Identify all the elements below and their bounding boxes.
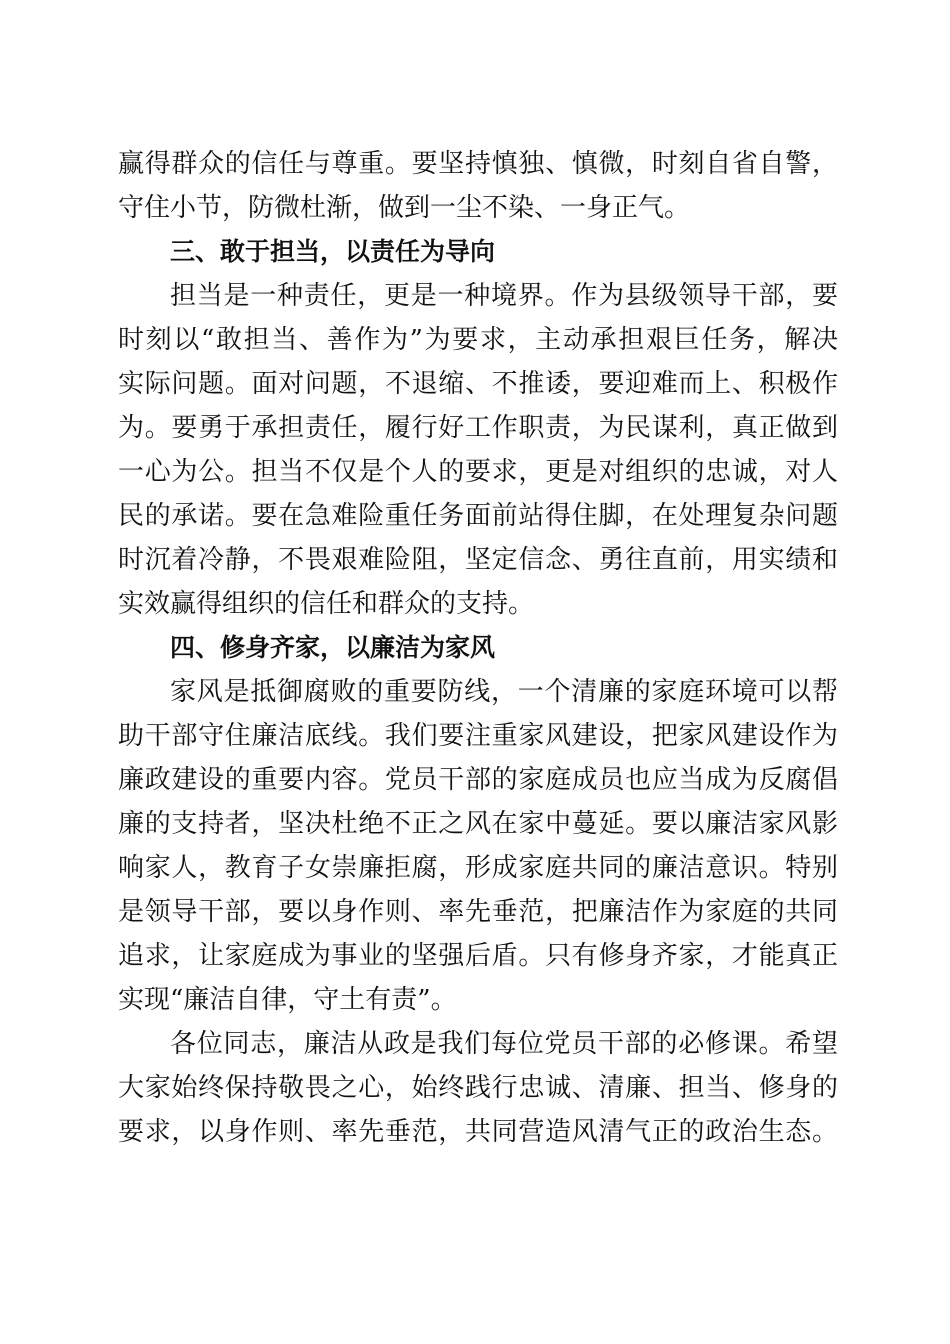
text-line: 时刻以“敢担当、善作为”为要求，主动承担艰巨任务，解决 (118, 325, 838, 355)
text-line: 廉的支持者，坚决杜绝不正之风在家中蔓延。要以廉洁家风影 (118, 809, 838, 839)
text-line: 要求，以身作则、率先垂范，共同营造风清气正的政治生态。 (118, 1117, 838, 1147)
paragraph-responsibility (118, 274, 838, 626)
text-line: 大家始终保持敬畏之心，始终践行忠诚、清廉、担当、修身的 (118, 1073, 838, 1103)
paragraph-closing (118, 1022, 838, 1154)
text-line: 响家人，教育子女崇廉拒腐，形成家庭共同的廉洁意识。特别 (118, 853, 838, 883)
text-line: 担当是一种责任，更是一种境界。作为县级领导干部，要 (170, 281, 838, 311)
document-page (118, 142, 838, 1154)
text-line: 实际问题。面对问题，不退缩、不推诿，要迎难而上、积极作 (118, 369, 838, 399)
text-line: 廉政建设的重要内容。党员干部的家庭成员也应当成为反腐倡 (118, 765, 838, 795)
text-line: 是领导干部，要以身作则、率先垂范，把廉洁作为家庭的共同 (118, 897, 838, 927)
text-line: 实现“廉洁自律，守土有责”。 (118, 985, 457, 1015)
text-line: 助干部守住廉洁底线。我们要注重家风建设，把家风建设作为 (118, 721, 838, 751)
text-line: 守住小节，防微杜渐，做到一尘不染、一身正气。 (118, 193, 691, 223)
text-line: 追求，让家庭成为事业的坚强后盾。只有修身齐家，才能真正 (118, 941, 838, 971)
text-line: 一心为公。担当不仅是个人的要求，更是对组织的忠诚，对人 (118, 457, 838, 487)
section-heading-4: 四、修身齐家，以廉洁为家风 (170, 633, 496, 662)
text-line: 各位同志，廉洁从政是我们每位党员干部的必修课。希望 (170, 1029, 838, 1059)
text-line: 民的承诺。要在急难险重任务面前站得住脚，在处理复杂问题 (118, 501, 838, 531)
paragraph-continuation (118, 142, 838, 230)
section-heading-3: 三、敢于担当，以责任为导向 (170, 237, 496, 266)
text-line: 赢得群众的信任与尊重。要坚持慎独、慎微，时刻自省自警， (118, 149, 838, 179)
paragraph-family-style (118, 670, 838, 1022)
text-line: 实效赢得组织的信任和群众的支持。 (118, 589, 535, 619)
text-line: 家风是抵御腐败的重要防线，一个清廉的家庭环境可以帮 (170, 677, 838, 707)
text-line: 时沉着冷静，不畏艰难险阻，坚定信念、勇往直前，用实绩和 (118, 545, 838, 575)
text-line: 为。要勇于承担责任，履行好工作职责，为民谋利，真正做到 (118, 413, 838, 443)
